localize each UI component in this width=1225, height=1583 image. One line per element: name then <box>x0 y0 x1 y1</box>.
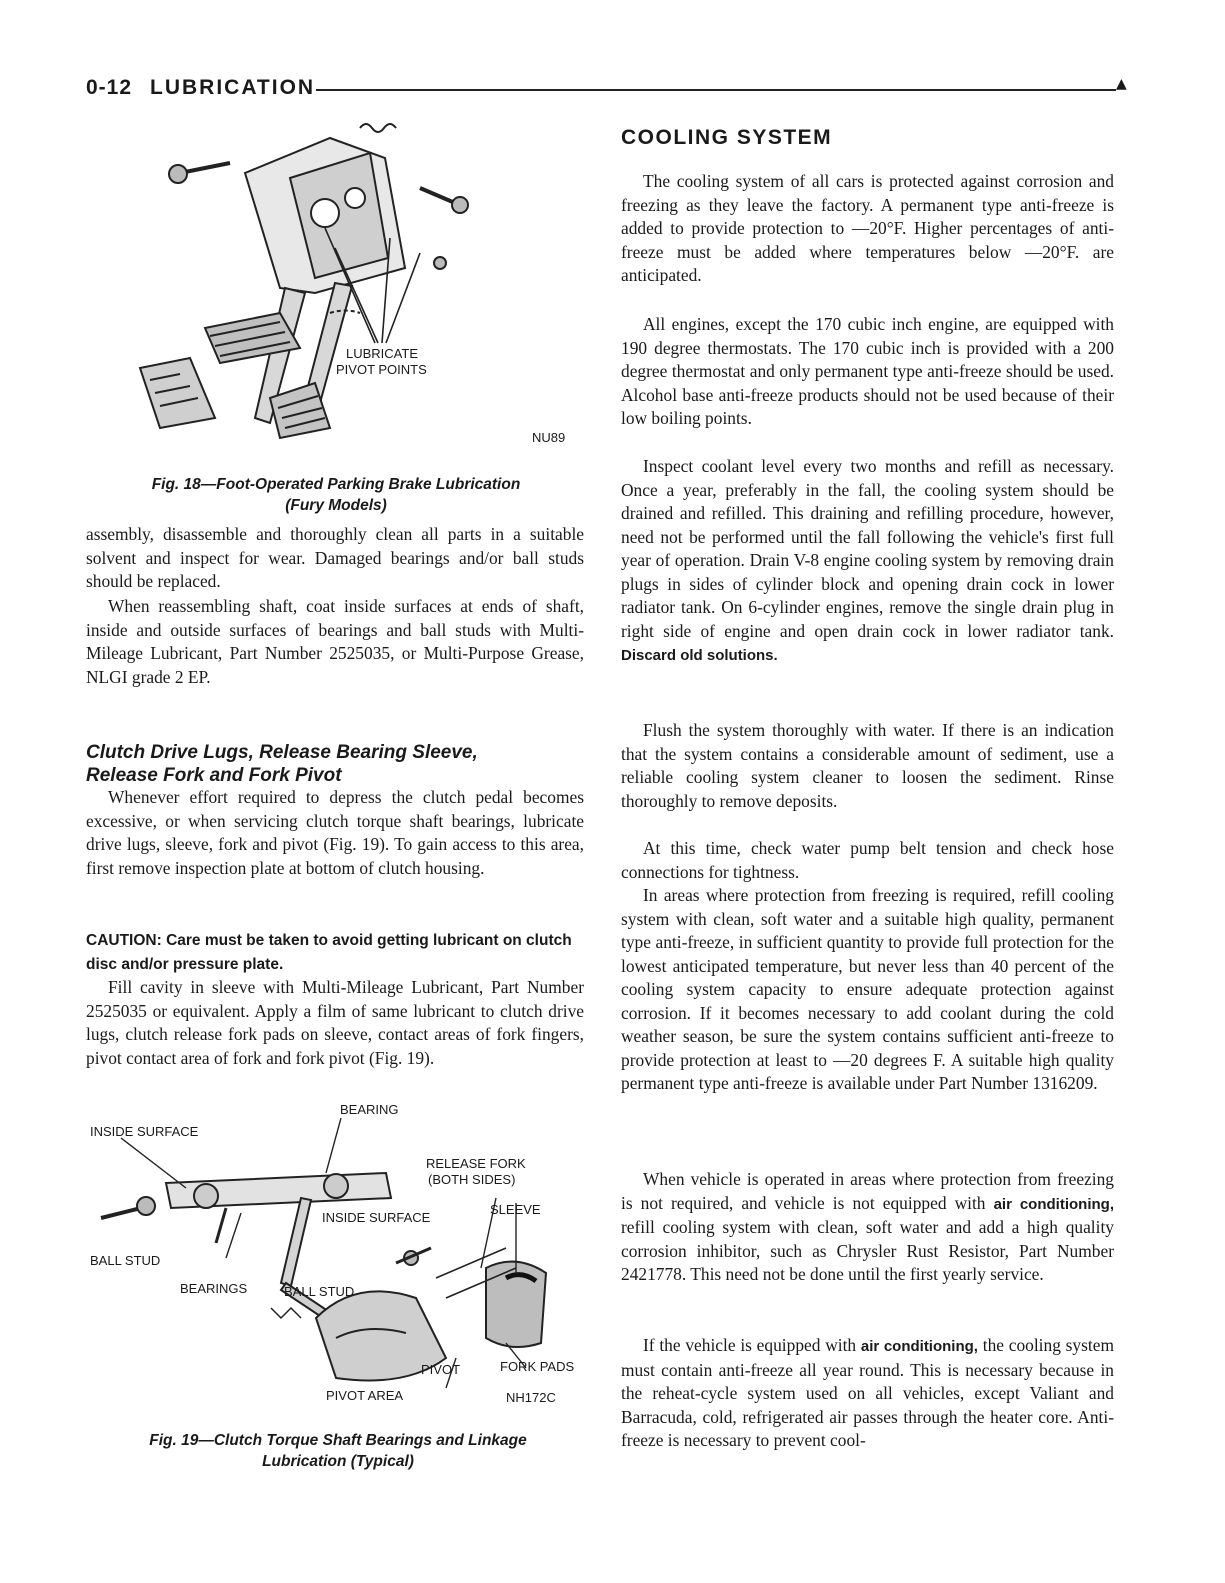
clutch-heading-line-1: Clutch Drive Lugs, Release Bearing Sleeve, <box>86 742 478 763</box>
label-bearings: BEARINGS <box>180 1281 248 1296</box>
label-inside-surface-2: INSIDE SURFACE <box>322 1210 431 1225</box>
clutch-section-heading <box>86 741 584 787</box>
label-pivot-points: PIVOT POINTS <box>336 362 427 377</box>
figure-19-caption-line-2: Lubrication (Typical) <box>262 1453 414 1470</box>
caution-note: CAUTION: Care must be taken to avoid getting lubricant on clutch disc and/or pressure plate. <box>86 932 572 973</box>
parking-brake-illustration <box>120 118 590 458</box>
left-paragraph-4: Fill cavity in sleeve with Multi-Mileage Lubricant, Part Number 2525035 or equivalent. Apply a film of same lubricant to clutch drive lugs, clutch release fork pads on sleeve, contact areas of fork fingers, pivot contact area of fork and fork pivot (Fig. 19). <box>86 977 584 1068</box>
label-fork-pads: FORK PADS <box>500 1359 575 1374</box>
label-release-fork: RELEASE FORK <box>426 1156 526 1171</box>
label-inside-surface: INSIDE SURFACE <box>90 1124 199 1139</box>
left-paragraph-3: Whenever effort required to depress the clutch pedal becomes excessive, or when servicing clutch torque shaft bearings, lubricate drive lugs, sleeve, fork and pivot (Fig. 19). To gain access to this area, first remove inspection plate at bottom of clutch housing. <box>86 787 584 878</box>
right-paragraph-8 <box>621 1334 1114 1453</box>
header-mark: ▲ <box>1116 76 1127 92</box>
right-paragraph-8-text-b: the cooling system must contain anti-freeze all year round. This is necessary because in the reheat-cycle system used on all vehicles, except Valiant and Barracuda, cold, refrigerated air passes through the heater core. Anti-freeze is necessary to prevent cool- <box>621 1335 1114 1450</box>
figure-18-caption-line-1: Fig. 18—Foot-Operated Parking Brake Lubrication <box>151 476 521 493</box>
figure-19-caption <box>86 1430 590 1472</box>
figure-19-caption-line-1: Fig. 19—Clutch Torque Shaft Bearings and Linkage <box>149 1432 527 1449</box>
right-paragraph-7-text-a: When vehicle is operated in areas where protection from freezing is not required, and vehicle is not equipped with <box>621 1169 1114 1213</box>
right-paragraph-3 <box>621 455 1114 668</box>
header-rule <box>316 89 1116 91</box>
right-paragraph-5: At this time, check water pump belt tension and check hose connections for tightness. <box>621 838 1114 882</box>
section-title: LUBRICATION <box>150 76 316 99</box>
figure-18-caption-line-2: (Fury Models) <box>285 497 387 514</box>
right-paragraph-1: The cooling system of all cars is protected against corrosion and freezing as they leave the factory. A permanent type anti-freeze is added to provide protection to —20°F. Higher percentages of anti-freeze must be added where temperatures below —20°F. are anticipated. <box>621 171 1114 285</box>
air-conditioning-emphasis-2: air conditioning, <box>860 1338 978 1355</box>
left-paragraph-1: assembly, disassemble and thoroughly clean all parts in a suitable solvent and inspect for wear. Damaged bearings and/or ball studs should be replaced. <box>86 524 584 591</box>
right-paragraph-8-text-a: If the vehicle is equipped with <box>643 1335 857 1355</box>
page-header <box>86 76 1126 106</box>
figure-code-nu89: NU89 <box>532 430 566 445</box>
left-paragraph-2: When reassembling shaft, coat inside surfaces at ends of shaft, inside and outside surfaces of bearings and ball studs with Multi-Mileage Lubricant, Part Number 2525035, or Multi-Purpose Grease, NLGI grade 2 EP. <box>86 596 584 687</box>
right-paragraph-2: All engines, except the 170 cubic inch engine, are equipped with 190 degree thermostats. The 170 cubic inch is provided with a 200 degree thermostat and only permanent type anti-freeze should be used. Alcohol base anti-freeze products should not be used because of their low boiling points. <box>621 314 1114 428</box>
cooling-system-heading: COOLING SYSTEM <box>621 126 833 149</box>
right-paragraph-7 <box>621 1168 1114 1287</box>
label-pivot: PIVOT <box>421 1362 461 1377</box>
figure-code-nh172c: NH172C <box>506 1390 556 1405</box>
label-ball-stud-2: BALL STUD <box>284 1284 355 1299</box>
right-paragraph-4: Flush the system thoroughly with water. If there is an indication that the system contains a considerable amount of sediment, use a reliable cooling system cleaner to loosen the sediment. Rinse thoroughly to remove deposits. <box>621 720 1114 811</box>
right-paragraph-3-text: Inspect coolant level every two months and refill as necessary. Once a year, preferably in the fall, the cooling system should be drained and refilled. This draining and refilling procedure, however, need not be performed until the fall following the vehicle's first full year of operation. Drain V-8 engine cooling system by removing drain plugs in sides of cylinder block and opening drain cock in lower radiator tank. On 6-cylinder engines, remove the single drain plug in right side of engine and open drain cock in lower radiator tank. <box>621 456 1114 641</box>
label-sleeve: SLEEVE <box>490 1202 541 1217</box>
right-paragraph-6: In areas where protection from freezing is required, refill cooling system with clean, soft water and a suitable high quality, permanent type anti-freeze, in sufficient quantity to provide full protection for the lowest anticipated temperature, but never less than 40 percent of the cooling system capacity to ensure adequate protection against corrosion. If it becomes necessary to add coolant during the cold weather season, be sure the system contains sufficient anti-freeze to provide protection at least to —20 degrees F. A suitable high quality permanent type anti-freeze is available under Part Number 1316209. <box>621 885 1114 1093</box>
label-pivot-area: PIVOT AREA <box>326 1388 404 1403</box>
figure-18-caption <box>86 474 586 516</box>
right-paragraph-7-text-b: refill cooling system with clean, soft water and add a high quality corrosion inhibitor, such as Chrysler Rust Resistor, Part Number 2421778. This need not be done until the first yearly service. <box>621 1217 1114 1284</box>
label-ball-stud: BALL STUD <box>90 1253 161 1268</box>
label-lubricate: LUBRICATE <box>346 346 418 361</box>
figure-18-parking-brake <box>120 118 590 458</box>
page-number: 0-12 <box>86 76 133 99</box>
figure-19-clutch-linkage <box>86 1098 596 1416</box>
label-bearing: BEARING <box>340 1102 399 1117</box>
clutch-heading-line-2: Release Fork and Fork Pivot <box>86 765 342 786</box>
label-both-sides: (BOTH SIDES) <box>428 1172 516 1187</box>
discard-old-solutions: Discard old solutions. <box>621 647 778 664</box>
air-conditioning-emphasis-1: air conditioning, <box>993 1195 1114 1213</box>
